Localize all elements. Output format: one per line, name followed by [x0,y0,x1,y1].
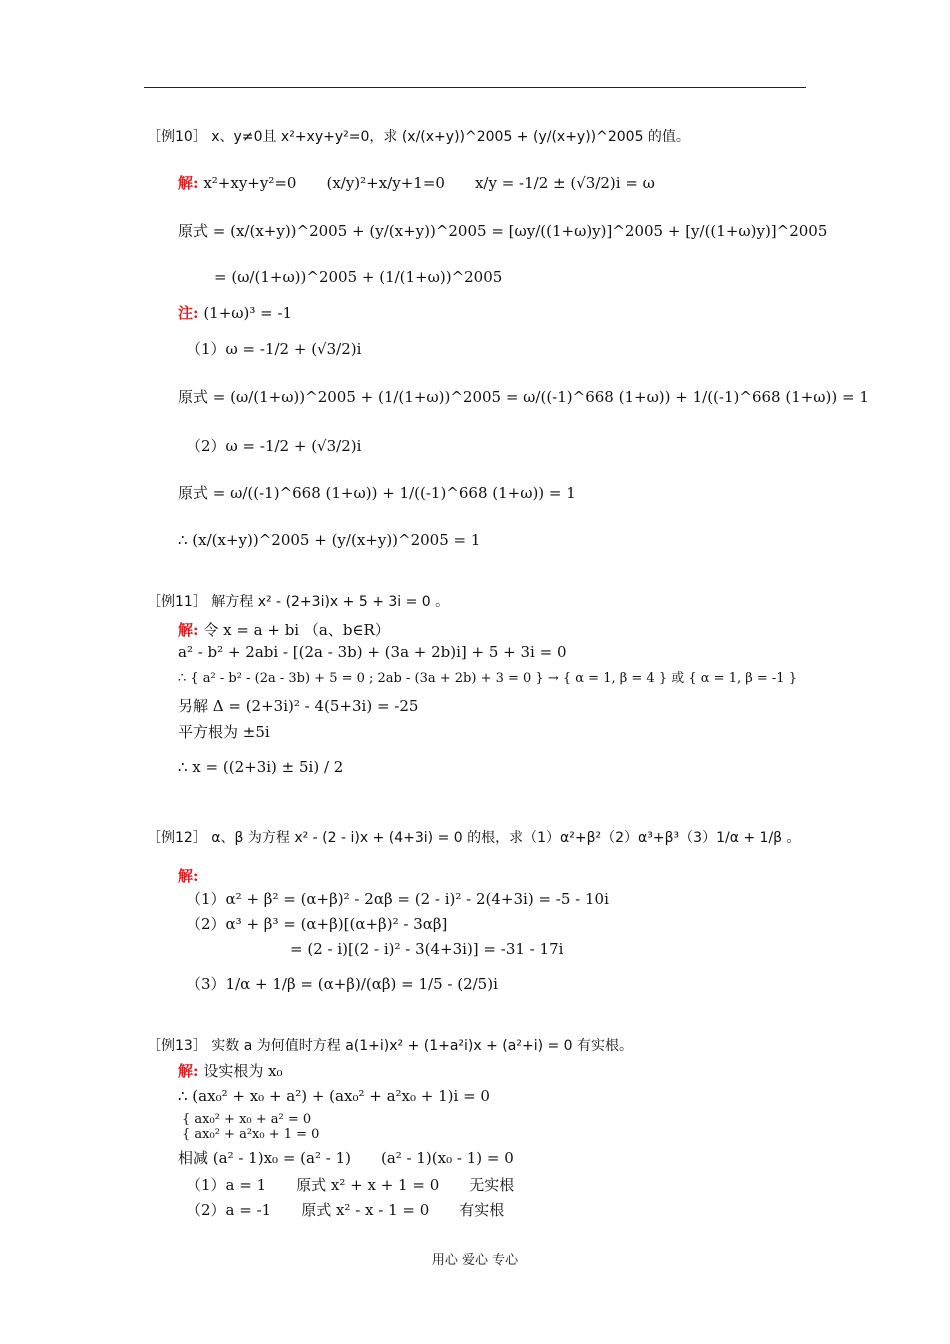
example-13-system-1: { ax₀² + x₀ + a² = 0 [182,1112,312,1127]
example-10-case-1: （1）ω = -1/2 + (√3/2)i [186,340,362,358]
example-13-step-2: 相减 (a² - 1)x₀ = (a² - 1) (a² - 1)(x₀ - 1) = 0 [178,1149,514,1167]
example-12-part-2: （2）α³ + β³ = (α+β)[(α+β)² - 3αβ] [186,915,448,933]
header-rule [144,87,806,88]
example-12-part-1: （1）α² + β² = (α+β)² - 2αβ = (2 - i)² - 2(4+3i) = -5 - 10i [186,890,609,908]
page-footer: 用心 爱心 专心 [431,1253,519,1268]
example-11-solution [178,621,390,639]
example-10-note [178,304,292,322]
example-11-alt: 另解 Δ = (2+3i)² - 4(5+3i) = -25 [178,697,419,715]
example-11-step-1: a² - b² + 2abi - [(2a - 3b) + (3a + 2b)i] + 5 + 3i = 0 [178,643,567,661]
solution-label: 解: [178,867,199,885]
example-10-title: ［例10］ x、y≠0且 x²+xy+y²=0，求 (x/(x+y))^2005 + (y/(x+y))^2005 的值。 [147,129,690,145]
example-10-solution [178,174,655,192]
example-11-title: ［例11］ 解方程 x² - (2+3i)x + 5 + 3i = 0 。 [147,594,450,610]
solution-label: 解: [178,621,199,639]
example-12-solution-label [178,867,199,885]
example-11-system: ∴ { a² - b² - (2a - 3b) + 5 = 0 ; 2ab - (3a + 2b) + 3 = 0 } → { α = 1, β = 4 } 或 { α = 1, β = -1 } [178,671,797,686]
example-10-case-2: （2）ω = -1/2 + (√3/2)i [186,437,362,455]
example-13-system-2: { ax₀² + a²x₀ + 1 = 0 [182,1127,320,1142]
note-label: 注: [178,304,199,322]
example-11-sqrt: 平方根为 ±5i [178,723,270,741]
example-13-solution [178,1062,283,1080]
example-10-step-2: = (ω/(1+ω))^2005 + (1/(1+ω))^2005 [214,268,503,286]
example-13-case-1: （1）a = 1 原式 x² + x + 1 = 0 无实根 [186,1176,515,1194]
example-10-case-2-result: 原式 = ω/((-1)^668 (1+ω)) + 1/((-1)^668 (1+ω)) = 1 [178,484,576,502]
solution-label: 解: [178,1062,199,1080]
solution-text: x²+xy+y²=0 (x/y)²+x/y+1=0 x/y = -1/2 ± (√3/2)i = ω [203,174,655,192]
solution-label: 解: [178,174,199,192]
solution-text: 令 x = a + bi （a、b∈R） [203,621,390,639]
example-12-part-3: （3）1/α + 1/β = (α+β)/(αβ) = 1/5 - (2/5)i [186,975,498,993]
example-13-case-2: （2）a = -1 原式 x² - x - 1 = 0 有实根 [186,1201,505,1219]
example-10-conclusion: ∴ (x/(x+y))^2005 + (y/(x+y))^2005 = 1 [178,531,481,549]
example-13-step-1: ∴ (ax₀² + x₀ + a²) + (ax₀² + a²x₀ + 1)i = 0 [178,1087,490,1105]
solution-text: 设实根为 x₀ [203,1062,283,1080]
example-12-part-2-cont: = (2 - i)[(2 - i)² - 3(4+3i)] = -31 - 17i [290,940,564,958]
note-text: (1+ω)³ = -1 [203,304,293,322]
example-11-result: ∴ x = ((2+3i) ± 5i) / 2 [178,758,344,776]
example-12-title: ［例12］ α、β 为方程 x² - (2 - i)x + (4+3i) = 0 的根，求（1）α²+β²（2）α³+β³（3）1/α + 1/β 。 [147,830,801,846]
example-13-title: ［例13］ 实数 a 为何值时方程 a(1+i)x² + (1+a²i)x + (a²+i) = 0 有实根。 [147,1038,634,1054]
example-10-case-1-result: 原式 = (ω/(1+ω))^2005 + (1/(1+ω))^2005 = ω/((-1)^668 (1+ω)) + 1/((-1)^668 (1+ω)) = 1 [178,388,869,406]
example-10-step-1: 原式 = (x/(x+y))^2005 + (y/(x+y))^2005 = [ωy/((1+ω)y)]^2005 + [y/((1+ω)y)]^2005 [178,222,828,240]
